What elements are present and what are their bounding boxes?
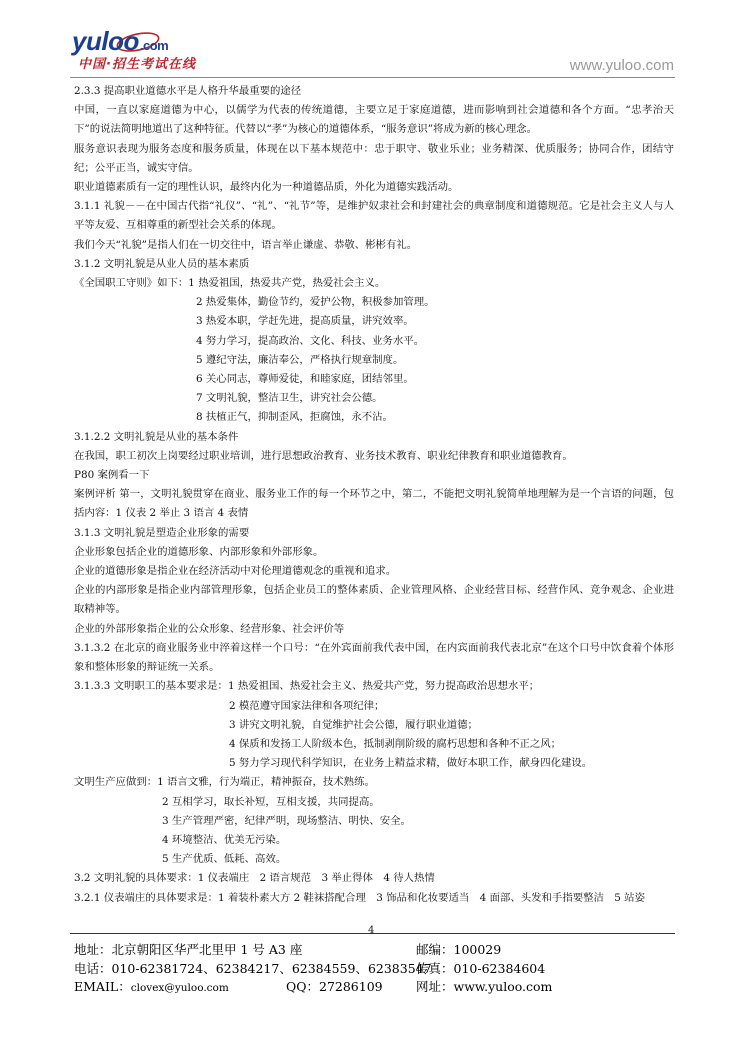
- section-heading: 3.1.3 文明礼貌是塑造企业形象的需要: [74, 526, 250, 539]
- paragraph: 在我国，职工初次上岗要经过职业培训，进行思想政治教育、业务技术教育、职业纪律教育和职业道德教育。: [74, 449, 573, 462]
- footer-postcode: 邮编：100029: [416, 942, 502, 957]
- header-divider: [70, 77, 675, 78]
- logo-name: yuloo: [72, 26, 139, 56]
- footer-email-link[interactable]: clovex@yuloo.com: [130, 982, 229, 994]
- list-item: 3.1.3.3 文明职工的基本要求是：1 热爱祖国、热爱社会主义、热爱共产党，努力提高政治思想水平；: [74, 680, 540, 693]
- list-item: 4 保质和发扬工人阶级本色，抵制剥削阶级的腐朽思想和各种不正之风；: [229, 737, 562, 750]
- paragraph: 案例评析 第一，文明礼貌贯穿在商业、服务业工作的每一个环节之中，第二，不能把文明礼貌简单地理解为是一个言语的问题，包括内容：1 仪表 2 举止 3 语言 4 表情: [74, 488, 674, 520]
- section-heading: 3.1.2.2 文明礼貌是从业的基本条件: [74, 430, 239, 443]
- list-item: 文明生产应做到：1 语言文雅，行为端正，精神振奋，技术熟练。: [74, 776, 375, 789]
- paragraph: 3.1.3.2 在北京的商业服务业中淬着这样一个口号：“在外宾面前我代表中国，在内宾面前我代表北京”在这个口号中饮食着个体形象和整体形象的辩证统一关系。: [74, 641, 674, 674]
- list-item: 5 遵纪守法，廉洁奉公，严格执行规章制度。: [196, 353, 404, 366]
- list-item: 4 努力学习，提高政治、文化、科技、业务水平。: [196, 334, 425, 347]
- page-header: [0, 0, 744, 80]
- list-item: 2 模范遵守国家法律和各项纪律；: [229, 699, 385, 712]
- section-heading: 2.3.3 提高职业道德水平是人格升华最重要的途径: [74, 85, 302, 97]
- header-url: www.yuloo.com: [569, 57, 674, 74]
- list-item: 5 生产优质、低耗、高效。: [162, 853, 287, 866]
- list-item: 6 关心同志，尊师爱徒，和睦家庭，团结邻里。: [196, 373, 414, 386]
- list-item: 3 热爱本职，学赶先进，提高质量，讲究效率。: [196, 315, 414, 328]
- section-heading: 3.1.2 文明礼貌是从业人员的基本素质: [74, 257, 250, 270]
- paragraph: 企业的内部形象是指企业内部管理形象，包括企业员工的整体素质、企业管理风格、企业经营目标、经营作风、竞争观念、企业进取精神等。: [74, 584, 674, 616]
- list-item: 《全国职工守则》如下：1 热爱祖国，热爱共产党，热爱社会主义。: [74, 277, 386, 290]
- list-item: 4 环境整洁、优美无污染。: [162, 833, 287, 846]
- logo-subtitle: 中国·招生考试在线: [78, 57, 196, 72]
- list-item: 3 讲究文明礼貌，自觉维护社会公德，履行职业道德；: [229, 718, 478, 731]
- list-item: 8 扶植正气，抑制歪风，拒腐蚀，永不沾。: [196, 411, 393, 424]
- list-item: 2 互相学习，取长补短，互相支援，共同提高。: [162, 795, 380, 808]
- logo-domain: .com: [139, 38, 169, 53]
- list-item: 3 生产管理严密，纪律严明，现场整洁、明快、安全。: [162, 814, 411, 827]
- footer-qq: QQ：27286109: [286, 979, 383, 994]
- paragraph: 企业的外部形象指企业的公众形象、经营形象、社会评价等: [74, 622, 345, 635]
- list-item: 5 努力学习现代科学知识，在业务上精益求精，做好本职工作，献身四化建设。: [229, 757, 593, 770]
- page-number: 4: [368, 925, 375, 936]
- paragraph: P80 案例看一下: [74, 469, 150, 482]
- paragraph: 3.1.1 礼貌－－在中国古代指“礼仪”、“礼”、“礼节”等，是维护奴隶社会和封建社会的典章制度和道德规范。它是社会主义人与人平等友爱、互相尊重的新型社会关系的体现。: [74, 200, 674, 232]
- paragraph: 我们今天“礼貌”是指人们在一切交往中，语言举止谦虚、恭敬、彬彬有礼。: [74, 238, 418, 251]
- paragraph: 3.2 文明礼貌的具体要求：1 仪表端庄 2 语言规范 3 举止得体 4 待人热情: [74, 872, 435, 885]
- yuloo-logo: [72, 28, 257, 70]
- paragraph: 3.2.1 仪表端庄的具体要求是：1 着装朴素大方 2 鞋袜搭配合理 3 饰品和化妆要适当 4 面部、头发和手指要整洁 5 站姿: [74, 891, 645, 904]
- paragraph: 企业的道德形象是指企业在经济活动中对伦理道德观念的重视和追求。: [74, 565, 397, 578]
- paragraph: 企业形象包括企业的道德形象、内部形象和外部形象。: [74, 545, 324, 558]
- footer-address: 地址：北京朝阳区华严北里甲 1 号 A3 座: [74, 942, 303, 957]
- list-item: 7 文明礼貌，整洁卫生，讲究社会公德。: [196, 392, 383, 405]
- footer-fax: 传真：010-62384604: [416, 961, 546, 976]
- paragraph: 中国，一直以家庭道德为中心，以儒学为代表的传统道德，主要立足于家庭道德，进而影响到社会道德和各个方面。“忠孝治天下”的说法简明地道出了这种特征。代替以“孝”为核心的道德体系，“服务意识”将成为新的核心理念。: [74, 104, 674, 136]
- footer-phone: 电话：010-62381724、62384217、62384559、62383547: [74, 961, 432, 976]
- document-body: [74, 82, 674, 908]
- paragraph: 服务意识表现为服务态度和服务质量，体现在以下基本规范中：忠于职守、敬业乐业；业务精深、优质服务；协同合作，团结守纪；公平正当，诚实守信。: [74, 142, 674, 174]
- footer-email: [74, 977, 229, 995]
- footer-website[interactable]: 网址：www.yuloo.com: [416, 979, 553, 994]
- footer-divider: [70, 933, 675, 934]
- paragraph: 职业道德素质有一定的理性认识，最终内化为一种道德品质，外化为道德实践活动。: [74, 181, 459, 194]
- list-item: 2 热爱集体，勤俭节约，爱护公物，积极参加管理。: [196, 296, 435, 309]
- footer-email-label: EMAIL：: [74, 979, 131, 994]
